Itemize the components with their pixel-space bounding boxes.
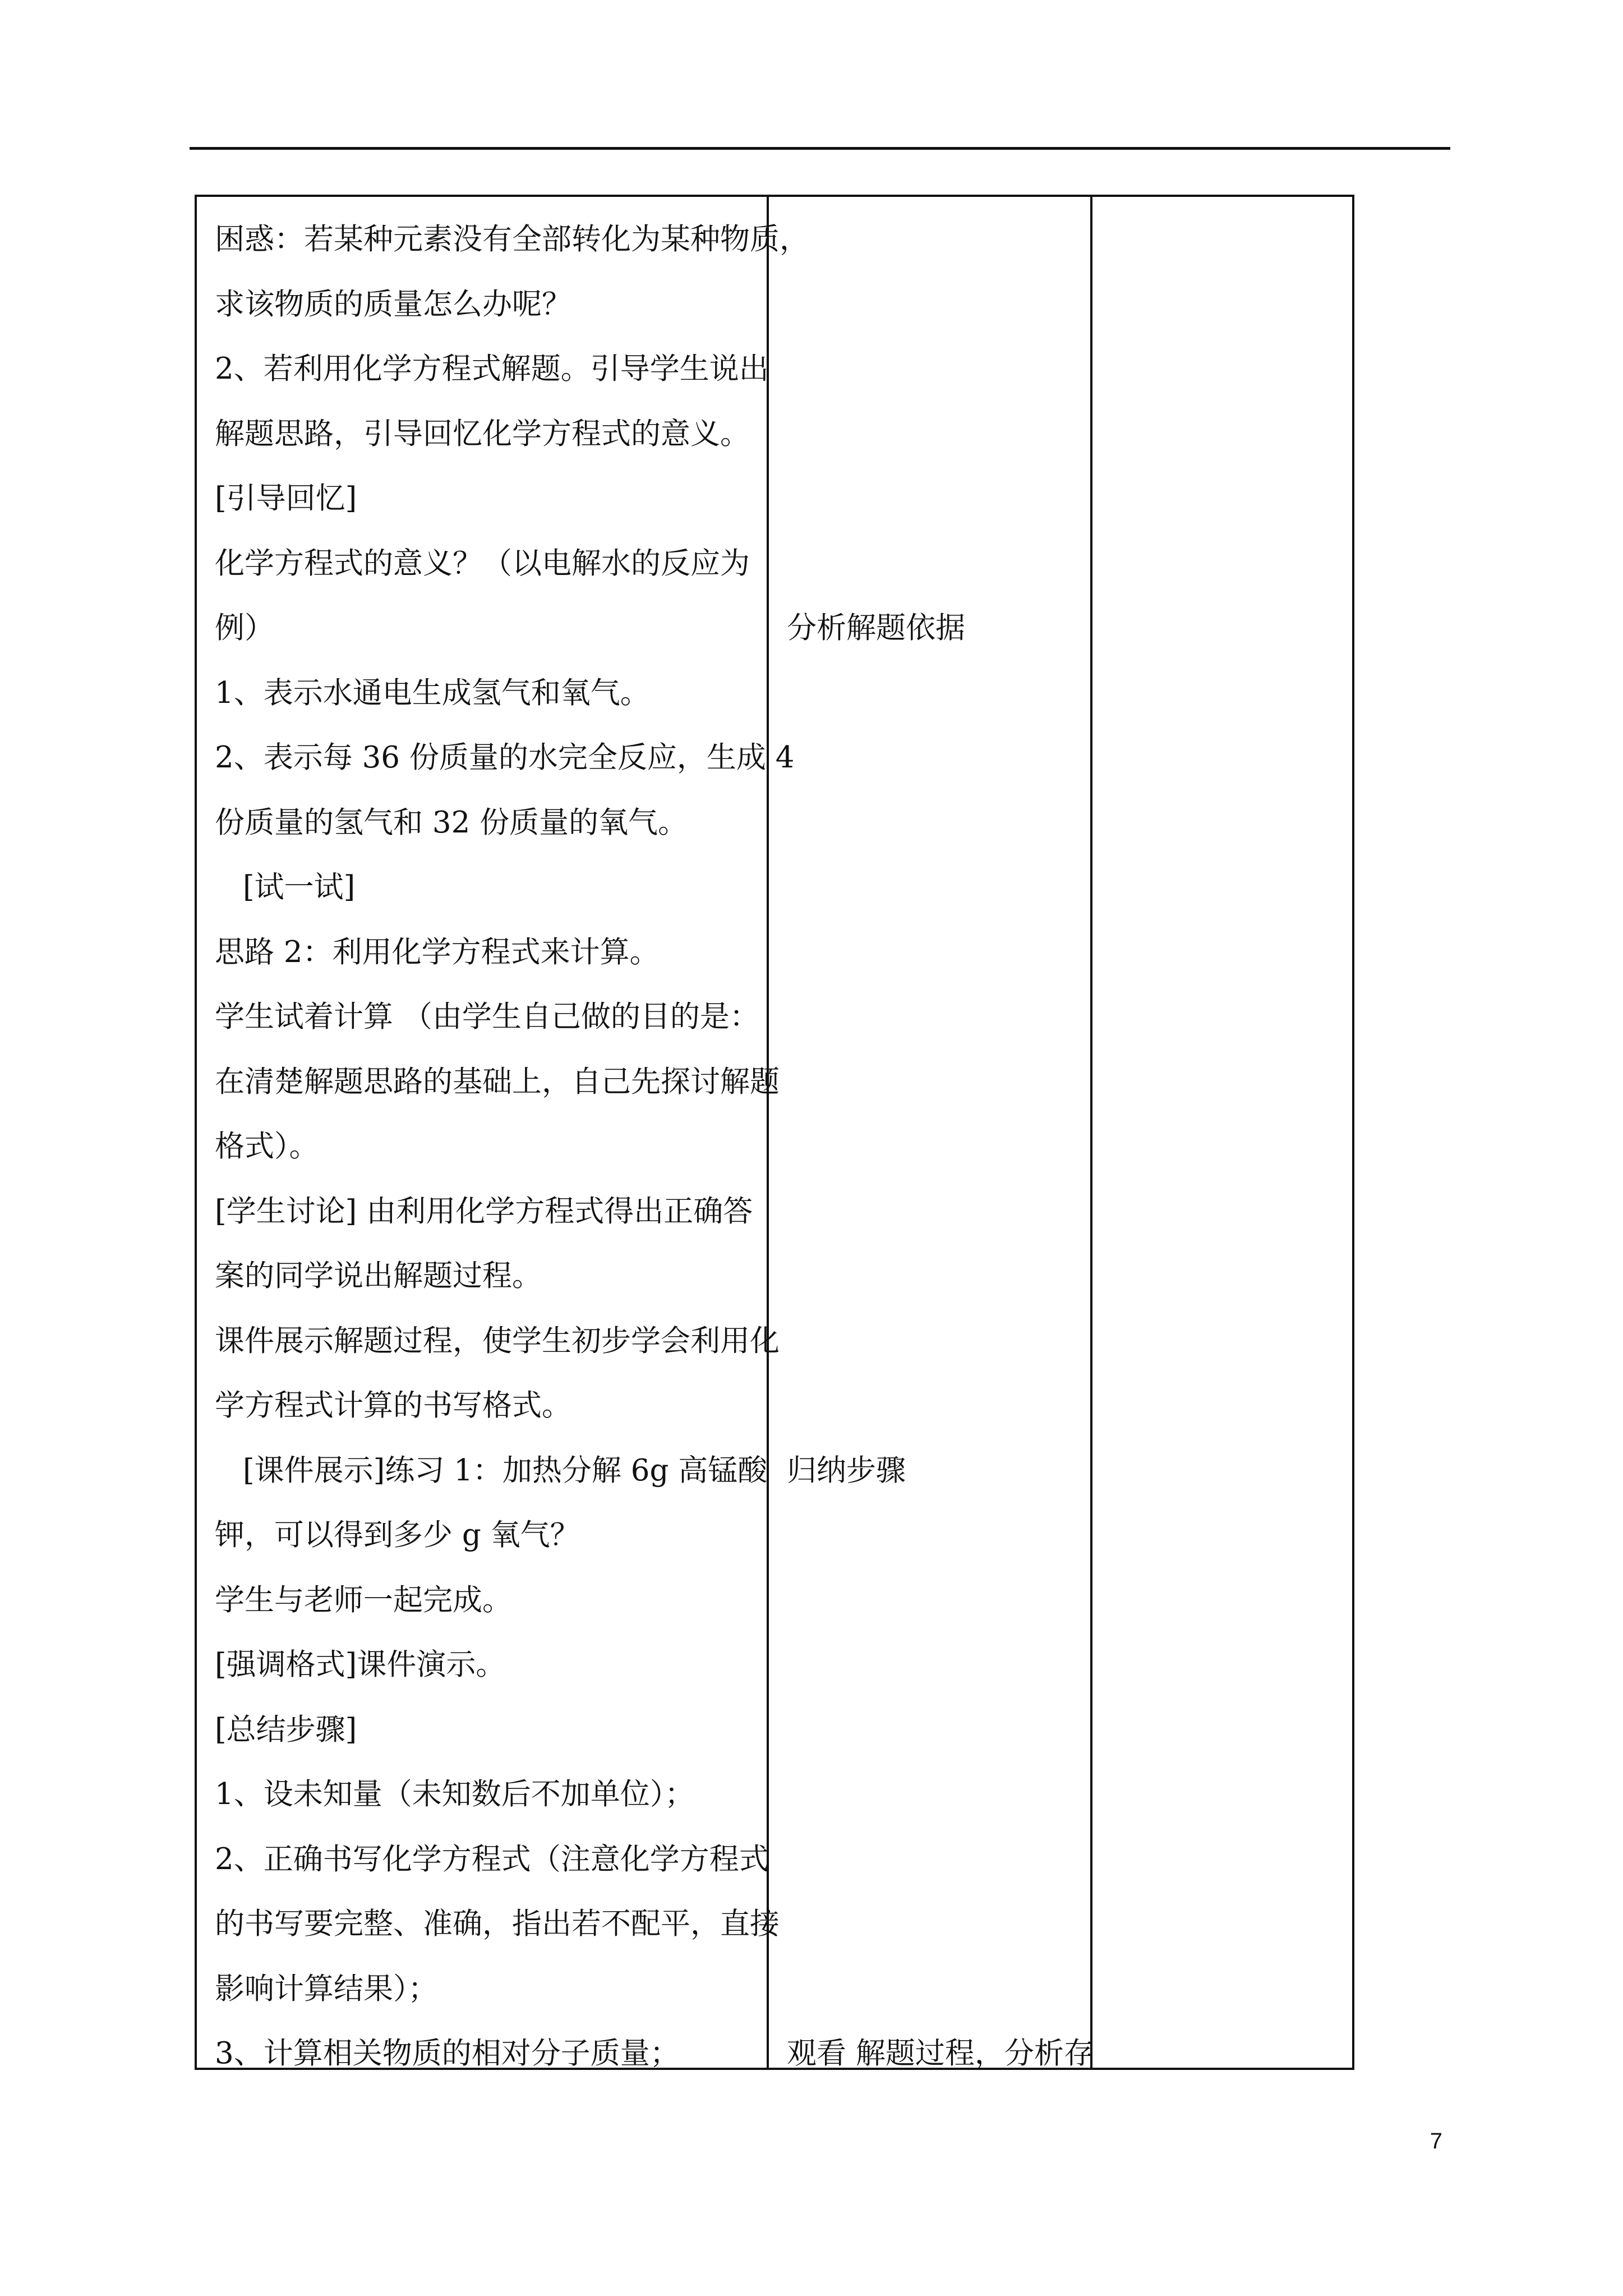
teacher-text-line: 钾，可以得到多少 g 氧气？ (215, 1518, 580, 1552)
teacher-text-line: [强调格式]课件演示。 (215, 1648, 506, 1682)
teacher-text-line: 求该物质的质量怎么办呢？ (215, 287, 571, 321)
teacher-text-line: [学生讨论] 由利用化学方程式得出正确答 (215, 1194, 753, 1228)
student-activity-note: 分析解题依据 (787, 611, 965, 645)
teacher-text-line: [引导回忆] (215, 481, 357, 516)
teacher-text-line: 2、若利用化学方程式解题。引导学生说出 (215, 352, 769, 386)
teacher-activity-column (215, 207, 809, 2086)
teacher-text-line: 学方程式计算的书写格式。 (215, 1388, 571, 1423)
teacher-text-line: 2、正确书写化学方程式（注意化学方程式 (215, 1842, 769, 1876)
page-number: 7 (1430, 2129, 1442, 2154)
teacher-text-line: 学生试着计算 （由学生自己做的目的是： (215, 1000, 759, 1034)
column-divider (1090, 197, 1092, 2068)
teacher-text-line: 1、设未知量（未知数后不加单位）； (215, 1777, 695, 1811)
teacher-text-line: 格式）。 (215, 1129, 319, 1163)
teacher-text-line: 2、表示每 36 份质量的水完全反应，生成 4 (215, 740, 795, 775)
teacher-text-line: 的书写要完整、准确，指出若不配平，直接 (215, 1907, 780, 1941)
teacher-text-line: 例） (215, 611, 274, 645)
teacher-text-line: 学生与老师一起完成。 (215, 1582, 512, 1617)
teacher-text-line: 思路 2：利用化学方程式来计算。 (215, 935, 660, 969)
teacher-text-line: 在清楚解题思路的基础上，自己先探讨解题 (215, 1064, 780, 1099)
teacher-text-line: 困惑：若某种元素没有全部转化为某种物质， (215, 222, 809, 256)
student-activity-note: 归纳步骤 (787, 1453, 906, 1488)
teacher-text-line: 影响计算结果）； (215, 1971, 438, 2006)
teacher-text-line: 1、表示水通电生成氢气和氧气。 (215, 675, 650, 710)
teacher-text-line: 份质量的氢气和 32 份质量的氧气。 (215, 805, 688, 840)
teacher-text-line: 解题思路，引导回忆化学方程式的意义。 (215, 416, 750, 451)
teacher-text-line: [试一试] (243, 870, 356, 904)
teacher-text-line: 化学方程式的意义？（以电解水的反应为 (215, 546, 750, 581)
header-rule (190, 147, 1450, 150)
student-activity-note: 观看 解题过程，分析存 (787, 2036, 1094, 2070)
lesson-plan-table (195, 195, 1354, 2070)
teacher-text-line: [课件展示]练习 1：加热分解 6g 高锰酸 (243, 1453, 768, 1488)
teacher-text-line: 案的同学说出解题过程。 (215, 1259, 542, 1293)
teacher-text-line: 课件展示解题过程，使学生初步学会利用化 (215, 1323, 780, 1358)
teacher-text-line: 3、计算相关物质的相对分子质量； (215, 2036, 680, 2070)
teacher-text-line: [总结步骤] (215, 1712, 357, 1747)
column-divider (767, 197, 769, 2068)
